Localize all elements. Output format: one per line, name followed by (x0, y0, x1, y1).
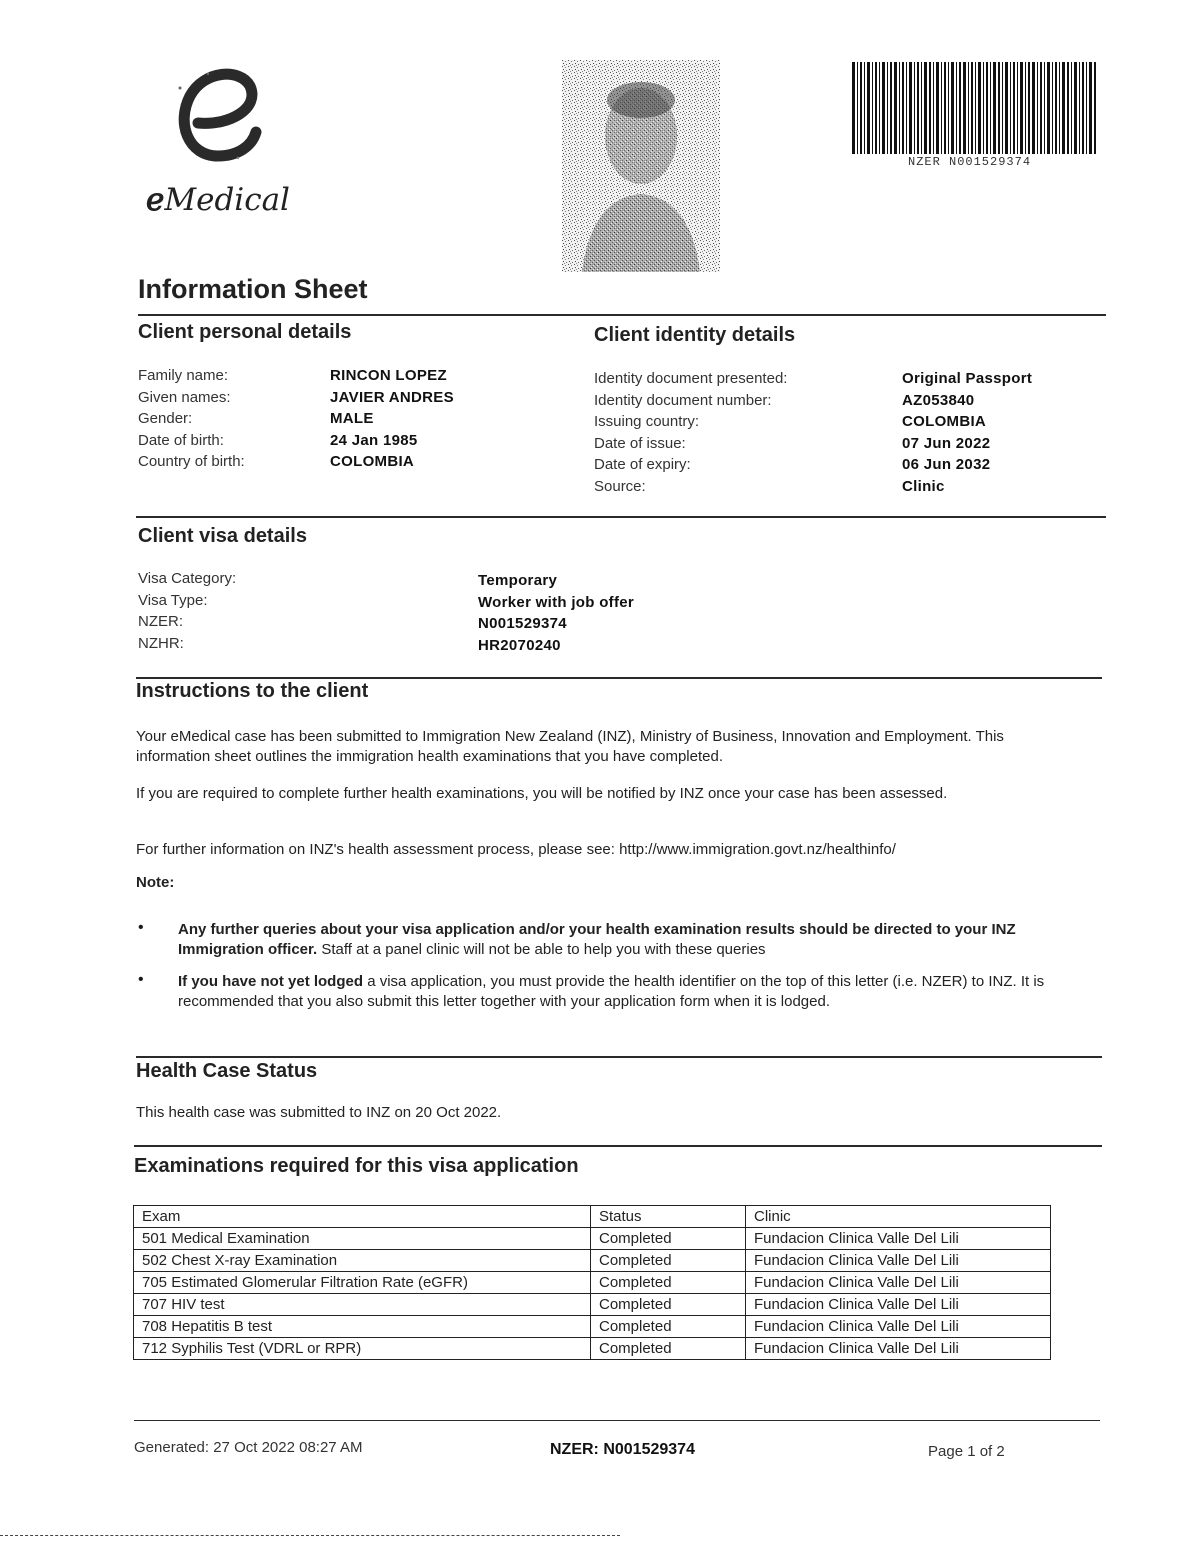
field-label: NZHR: (138, 634, 184, 652)
note-label-text: Note: (136, 874, 175, 891)
visa-values (478, 570, 634, 656)
field-label: Source: (594, 477, 646, 495)
clinic-cell: Fundacion Clinica Valle Del Lili (746, 1228, 1051, 1250)
date-of-issue-value: 07 Jun 2022 (902, 434, 991, 452)
clinic-cell: Fundacion Clinica Valle Del Lili (746, 1272, 1051, 1294)
family-name-value: RINCON LOPEZ (330, 367, 447, 384)
field-label: Family name: (138, 367, 229, 384)
clinic-cell: Fundacion Clinica Valle Del Lili (746, 1316, 1051, 1338)
status-cell: Completed (591, 1250, 746, 1272)
identity-labels (594, 368, 787, 497)
bullet-icon: • (138, 919, 144, 936)
instructions-paragraph: For further information on INZ's health assessment process, please see: http://www.immigration.govt.nz/healthinfo/ (136, 841, 896, 858)
scan-artifact-line (0, 1535, 620, 1536)
barcode-caption: NZER N001529374 (908, 155, 1032, 169)
status-cell: Completed (591, 1338, 746, 1360)
generated-timestamp: Generated: 27 Oct 2022 08:27 AM (134, 1439, 363, 1456)
field-label: Date of birth: (138, 431, 224, 449)
field-label: Gender: (138, 410, 193, 427)
footer-nzer: NZER: N001529374 (550, 1441, 695, 1458)
field-label: Given names: (138, 388, 231, 406)
table-row (134, 1316, 1051, 1338)
note-bullet (178, 920, 1088, 960)
issuing-country-value: COLOMBIA (902, 413, 987, 430)
date-of-expiry-value: 06 Jun 2032 (902, 456, 991, 473)
column-header-status: Status (591, 1206, 746, 1228)
date-of-birth-value: 24 Jan 1985 (330, 431, 418, 449)
visa-labels (138, 568, 236, 654)
note-bullet-text: a visa application, you must provide the health identifier on the top of this letter (i.e. NZER) to INZ. It is recommended that you also submit this letter together with your application form when it is lodged. (178, 973, 1045, 1010)
gender-value: MALE (330, 410, 374, 427)
instructions-paragraph: If you are required to complete further health examinations, you will be notified by INZ once your case has been assessed. (136, 785, 948, 802)
field-label: Visa Category: (138, 570, 237, 587)
field-label: Issuing country: (594, 413, 700, 430)
nzer-value: N001529374 (478, 615, 567, 632)
table-row (134, 1250, 1051, 1272)
field-label: Identity document presented: (594, 370, 788, 387)
note-bullet-bold: If you have not yet lodged (178, 973, 364, 990)
note-bullet-text: Staff at a panel clinic will not be able to help you with these queries (317, 941, 766, 958)
visa-category-value: Temporary (478, 572, 558, 589)
exam-cell: 712 Syphilis Test (VDRL or RPR) (134, 1338, 591, 1360)
section-divider (136, 516, 1106, 518)
table-row (134, 1294, 1051, 1316)
table-row (134, 1272, 1051, 1294)
field-label: Identity document number: (594, 391, 772, 409)
clinic-cell: Fundacion Clinica Valle Del Lili (746, 1250, 1051, 1272)
visa-type-value: Worker with job offer (478, 593, 635, 611)
section-divider (134, 1145, 1102, 1147)
document-presented-value: Original Passport (902, 370, 1033, 387)
identity-details-heading: Client identity details (594, 324, 796, 346)
exam-cell: 501 Medical Examination (134, 1228, 591, 1250)
table-row (134, 1228, 1051, 1250)
health-case-status-text: This health case was submitted to INZ on 20 Oct 2022. (136, 1104, 502, 1121)
page-title: Information Sheet (138, 274, 368, 304)
table-header-row (134, 1206, 1051, 1228)
clinic-cell: Fundacion Clinica Valle Del Lili (746, 1338, 1051, 1360)
bullet-icon: • (138, 971, 144, 988)
barcode (852, 62, 1096, 154)
status-cell: Completed (591, 1294, 746, 1316)
section-divider (136, 677, 1102, 679)
field-label: NZER: (138, 613, 183, 630)
note-bullet (178, 972, 1088, 1012)
examinations-heading: Examinations required for this visa application (134, 1155, 579, 1177)
column-header-exam: Exam (134, 1206, 591, 1228)
personal-details-heading: Client personal details (138, 321, 352, 343)
given-names-value: JAVIER ANDRES (330, 388, 454, 406)
instructions-heading: Instructions to the client (136, 680, 369, 702)
note-label (136, 873, 174, 893)
exam-cell: 708 Hepatitis B test (134, 1316, 591, 1338)
field-label: Date of expiry: (594, 456, 691, 473)
column-header-clinic: Clinic (746, 1206, 1051, 1228)
visa-details-heading: Client visa details (138, 525, 307, 547)
logo-wordmark: ℯMedical (146, 182, 290, 218)
title-divider (138, 314, 1106, 316)
table-row (134, 1338, 1051, 1360)
health-case-status-heading: Health Case Status (136, 1060, 318, 1082)
note-bullet-bold: Any further queries about your visa application and/or your health examination results should be directed to your INZ Immigration officer. (178, 921, 1016, 958)
personal-values (330, 365, 454, 473)
exam-cell: 707 HIV test (134, 1294, 591, 1316)
status-cell: Completed (591, 1228, 746, 1250)
emedical-logo-icon (168, 68, 268, 168)
clinic-cell: Fundacion Clinica Valle Del Lili (746, 1294, 1051, 1316)
exam-cell: 705 Estimated Glomerular Filtration Rate (eGFR) (134, 1272, 591, 1294)
page-number: Page 1 of 2 (928, 1443, 1005, 1460)
client-photo (562, 60, 720, 272)
section-divider (136, 1056, 1102, 1058)
status-cell: Completed (591, 1316, 746, 1338)
field-label: Visa Type: (138, 591, 208, 609)
nzhr-value: HR2070240 (478, 636, 561, 654)
field-label: Date of issue: (594, 434, 686, 452)
document-number-value: AZ053840 (902, 391, 975, 409)
examinations-table (133, 1205, 1051, 1360)
footer-divider (134, 1420, 1100, 1421)
country-of-birth-value: COLOMBIA (330, 453, 415, 470)
instructions-paragraph: Your eMedical case has been submitted to Immigration New Zealand (INZ), Ministry of Business, Innovation and Employment. This information sheet outlines the immigration health examinations that you have completed. (136, 728, 1004, 765)
field-label: Country of birth: (138, 453, 245, 470)
identity-values (902, 368, 1032, 497)
exam-cell: 502 Chest X-ray Examination (134, 1250, 591, 1272)
personal-labels (138, 365, 245, 473)
source-value: Clinic (902, 477, 945, 495)
status-cell: Completed (591, 1272, 746, 1294)
